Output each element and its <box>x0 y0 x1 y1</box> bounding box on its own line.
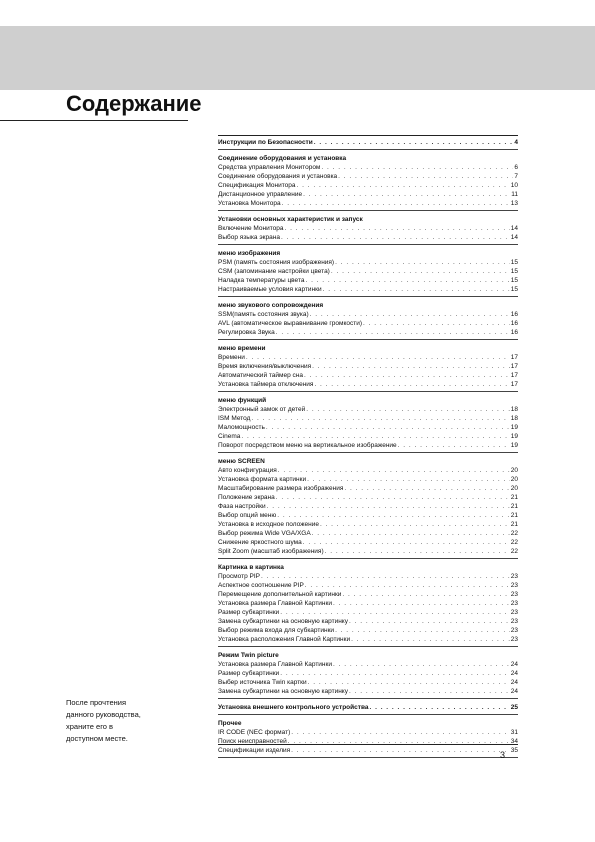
toc-entry[interactable] <box>218 432 518 441</box>
toc-entry-label: Электронный замок от детей <box>218 406 306 413</box>
toc-entry-label: Перемещение дополнительной картинки <box>218 591 342 598</box>
toc-entry-page: 15 <box>510 259 518 266</box>
toc-leader-dots <box>398 441 510 450</box>
toc-leader-dots <box>276 493 510 502</box>
toc-leader-dots <box>276 328 510 337</box>
toc-section <box>218 396 518 453</box>
toc-entry[interactable] <box>218 520 518 529</box>
toc-entry-label: Выбор режима входа для субкартинки <box>218 627 335 634</box>
toc-entry-label: Маломощность <box>218 424 265 431</box>
toc-leader-dots <box>310 310 510 319</box>
toc-entry-page: 22 <box>510 539 518 546</box>
toc-leader-dots <box>241 432 509 441</box>
toc-leader-dots <box>335 258 510 267</box>
toc-leader-dots <box>261 572 510 581</box>
toc-entry-label: Наладка температуры цвета <box>218 277 305 284</box>
toc-leader-dots <box>349 617 510 626</box>
toc-entry[interactable] <box>218 285 518 294</box>
toc-leader-dots <box>369 703 509 712</box>
toc-entry-label: Выбор опций меню <box>218 512 277 519</box>
toc-leader-dots <box>351 635 510 644</box>
toc-entry-label: Поиск неисправностей <box>218 738 287 745</box>
toc-entry[interactable] <box>218 608 518 617</box>
toc-entry-label: Автоматический таймер сна <box>218 372 303 379</box>
toc-leader-dots <box>338 172 513 181</box>
toc-entry[interactable] <box>218 626 518 635</box>
toc-entry-page: 13 <box>510 200 518 207</box>
toc-leader-dots <box>281 233 510 242</box>
toc-leader-dots <box>314 380 509 389</box>
toc-entry[interactable] <box>218 441 518 450</box>
toc-entry[interactable] <box>218 728 518 737</box>
toc-entry-page: 23 <box>510 591 518 598</box>
toc-entry[interactable] <box>218 590 518 599</box>
toc-entry[interactable] <box>218 599 518 608</box>
toc-entry[interactable] <box>218 678 518 687</box>
toc-section <box>218 651 518 699</box>
toc-entry-page: 14 <box>510 234 518 241</box>
toc-section-header: Картинка в картинка <box>218 564 284 571</box>
toc-leader-dots <box>335 626 510 635</box>
toc-entry-page: 20 <box>510 467 518 474</box>
toc-entry[interactable] <box>218 475 518 484</box>
toc-section <box>218 301 518 340</box>
toc-entry[interactable] <box>218 310 518 319</box>
toc-entry-label: Дистанционное управление <box>218 191 303 198</box>
toc-leader-dots <box>277 511 510 520</box>
toc-leader-dots <box>291 746 510 755</box>
toc-entry-label: Установка расположения Главной Картинки <box>218 636 351 643</box>
toc-entry[interactable] <box>218 190 518 199</box>
toc-section-header: Прочее <box>218 720 242 727</box>
toc-leader-dots <box>246 353 510 362</box>
toc-section <box>218 703 518 715</box>
toc-entry-label: Выбер источника Twin картки <box>218 679 307 686</box>
toc-leader-dots <box>333 660 510 669</box>
toc-leader-dots <box>282 199 510 208</box>
toc-leader-dots <box>304 371 510 380</box>
toc-entry[interactable] <box>218 371 518 380</box>
toc-entry-label: Установка в исходное положение <box>218 521 319 528</box>
toc-entry-label: Средства управления Монитором <box>218 164 321 171</box>
toc-entry-label: Выбор режима Wide VGA/XGA <box>218 530 311 537</box>
toc-entry-page: 20 <box>510 476 518 483</box>
toc-entry-page: 19 <box>510 433 518 440</box>
toc-entry[interactable] <box>218 703 518 712</box>
toc-entry-page: 11 <box>511 191 518 198</box>
toc-entry-page: 19 <box>510 442 518 449</box>
toc-section <box>218 457 518 559</box>
toc-entry-page: 23 <box>510 636 518 643</box>
toc-entry-label: Размер субкартинки <box>218 670 280 677</box>
toc-entry-label: Времени <box>218 354 245 361</box>
toc-entry-label: Соединение оборудования и установка <box>218 173 338 180</box>
toc-section-header: меню SCREEN <box>218 458 265 465</box>
toc-leader-dots <box>280 669 510 678</box>
toc-entry[interactable] <box>218 746 518 755</box>
toc-entry-page: 22 <box>510 530 518 537</box>
toc-entry-page: 18 <box>510 406 518 413</box>
toc-entry[interactable] <box>218 380 518 389</box>
toc-bottom-divider <box>218 744 518 745</box>
toc-section <box>218 249 518 297</box>
toc-entry-page: 17 <box>510 363 518 370</box>
toc-entry-label: Настраиваемые условия картинки <box>218 286 322 293</box>
toc-leader-dots <box>331 267 510 276</box>
toc-entry-page: 6 <box>514 164 518 171</box>
toc-entry-label: Просмотр PIP <box>218 573 260 580</box>
toc-leader-dots <box>303 190 510 199</box>
toc-entry-label: SSM(память состояния звука) <box>218 311 309 318</box>
toc-leader-dots <box>278 466 510 475</box>
toc-entry[interactable] <box>218 493 518 502</box>
toc-entry[interactable] <box>218 617 518 626</box>
toc-entry[interactable] <box>218 635 518 644</box>
toc-entry-page: 24 <box>510 670 518 677</box>
toc-entry[interactable] <box>218 581 518 590</box>
table-of-contents <box>218 138 518 762</box>
toc-entry-page: 31 <box>510 729 518 736</box>
toc-top-divider <box>218 135 518 136</box>
toc-entry-page: 21 <box>510 512 518 519</box>
toc-entry[interactable] <box>218 172 518 181</box>
toc-entry[interactable] <box>218 538 518 547</box>
toc-entry-label: CSM (запоминание настройки цвета) <box>218 268 330 275</box>
toc-entry-label: Split Zoom (масштаб изображения) <box>218 548 324 555</box>
toc-entry[interactable] <box>218 529 518 538</box>
toc-entry-page: 16 <box>510 329 518 336</box>
toc-entry-page: 25 <box>510 704 518 711</box>
toc-entry[interactable] <box>218 362 518 371</box>
toc-section <box>218 154 518 211</box>
toc-entry-page: 14 <box>510 225 518 232</box>
toc-entry-page: 23 <box>510 627 518 634</box>
toc-leader-dots <box>303 538 510 547</box>
toc-entry[interactable] <box>218 669 518 678</box>
toc-entry-page: 16 <box>510 320 518 327</box>
toc-entry-label: Аспектное соотношение PIP <box>218 582 304 589</box>
toc-leader-dots <box>325 547 510 556</box>
toc-section-header: меню звукового сопровождения <box>218 302 324 309</box>
toc-leader-dots <box>323 285 510 294</box>
side-note-line: доступном месте. <box>66 734 128 743</box>
toc-leader-dots <box>344 484 509 493</box>
toc-entry[interactable] <box>218 328 518 337</box>
toc-entry-page: 7 <box>514 173 518 180</box>
toc-entry-label: IR CODE (NEC формат) <box>218 729 291 736</box>
toc-section-header: меню времени <box>218 345 266 352</box>
toc-entry[interactable] <box>218 511 518 520</box>
toc-entry[interactable] <box>218 484 518 493</box>
toc-entry-label: Спецификации изделия <box>218 747 291 754</box>
toc-leader-dots <box>312 529 510 538</box>
toc-leader-dots <box>312 362 510 371</box>
toc-entry-page: 34 <box>510 738 518 745</box>
toc-entry-page: 24 <box>510 688 518 695</box>
title-divider <box>0 120 188 121</box>
toc-entry-label: Включение Монитора <box>218 225 284 232</box>
toc-entry[interactable] <box>218 414 518 423</box>
toc-leader-dots <box>342 590 509 599</box>
toc-leader-dots <box>266 423 510 432</box>
header-banner <box>0 26 595 90</box>
toc-entry-label: Установка Монитора <box>218 200 281 207</box>
toc-entry[interactable] <box>218 572 518 581</box>
toc-entry-label: Замена субкартинки на основную картинку <box>218 618 348 625</box>
toc-entry-label: Положение экрана <box>218 494 275 501</box>
toc-entry-page: 22 <box>510 548 518 555</box>
toc-entry-label: Поворот посредством меню на вертикальное изображение <box>218 442 397 449</box>
toc-entry-label: Cinema <box>218 433 241 440</box>
toc-entry-page: 15 <box>510 286 518 293</box>
toc-entry-page: 17 <box>510 381 518 388</box>
toc-entry-label: ISM Метод <box>218 415 251 422</box>
toc-entry[interactable] <box>218 224 518 233</box>
toc-section-header: Установки основных характеристик и запуск <box>218 216 363 223</box>
toc-entry-label: Масштабирование размера изображения <box>218 485 344 492</box>
toc-entry[interactable] <box>218 163 518 172</box>
toc-entry-page: 18 <box>510 415 518 422</box>
toc-section-header: Соединение оборудования и установка <box>218 155 347 162</box>
toc-entry-page: 19 <box>510 424 518 431</box>
toc-entry-page: 23 <box>510 573 518 580</box>
toc-entry[interactable] <box>218 353 518 362</box>
toc-entry-page: 21 <box>510 521 518 528</box>
toc-entry-page: 23 <box>510 609 518 616</box>
toc-entry-label: Установка размера Главной Картинки <box>218 600 332 607</box>
toc-leader-dots <box>297 181 510 190</box>
page-number: 3 <box>500 750 506 760</box>
toc-entry-page: 15 <box>510 277 518 284</box>
toc-leader-dots <box>349 687 510 696</box>
toc-leader-dots <box>308 678 510 687</box>
toc-entry-page: 10 <box>510 182 518 189</box>
toc-entry-label: Снижение яркостного шума <box>218 539 302 546</box>
toc-entry-page: 35 <box>510 747 518 754</box>
toc-entry-label: Фаза настройки <box>218 503 266 510</box>
toc-leader-dots <box>314 138 514 147</box>
toc-entry[interactable] <box>218 181 518 190</box>
toc-leader-dots <box>291 728 510 737</box>
toc-entry[interactable] <box>218 276 518 285</box>
toc-leader-dots <box>267 502 510 511</box>
side-note-line: храните его в <box>66 722 114 731</box>
toc-entry[interactable] <box>218 405 518 414</box>
toc-entry[interactable] <box>218 502 518 511</box>
toc-section-header: Режим Twin picture <box>218 652 279 659</box>
toc-entry-label: Установка таймера отключения <box>218 381 314 388</box>
toc-entry-label: Размер субкартинки <box>218 609 280 616</box>
toc-entry[interactable] <box>218 423 518 432</box>
toc-entry[interactable] <box>218 199 518 208</box>
toc-entry-page: 17 <box>510 372 518 379</box>
toc-entry-label: Выбор языка экрана <box>218 234 280 241</box>
toc-entry-label: PSM (память состояния изображения) <box>218 259 335 266</box>
toc-entry-page: 21 <box>510 503 518 510</box>
page-title: Содержание <box>66 91 202 116</box>
toc-entry-label: Регулировка Звука <box>218 329 275 336</box>
toc-entry-label: Авто конфигурация <box>218 467 277 474</box>
toc-entry[interactable] <box>218 319 518 328</box>
toc-leader-dots <box>363 319 510 328</box>
toc-entry[interactable] <box>218 138 518 147</box>
toc-entry[interactable] <box>218 258 518 267</box>
side-note-line: данного руководства, <box>66 710 141 719</box>
toc-leader-dots <box>320 520 510 529</box>
toc-entry-page: 24 <box>510 679 518 686</box>
side-note <box>66 697 166 745</box>
toc-section <box>218 719 518 758</box>
toc-entry[interactable] <box>218 687 518 696</box>
toc-entry-label: Установка внешнего контрольного устройства <box>218 704 369 711</box>
toc-entry-page: 4 <box>514 139 518 146</box>
toc-entry-label: Установка формата картинки <box>218 476 307 483</box>
toc-entry-page: 15 <box>510 268 518 275</box>
toc-entry-page: 23 <box>510 600 518 607</box>
toc-entry[interactable] <box>218 466 518 475</box>
toc-section <box>218 215 518 245</box>
toc-leader-dots <box>305 581 510 590</box>
toc-leader-dots <box>305 276 509 285</box>
toc-entry-page: 16 <box>510 311 518 318</box>
toc-entry-page: 24 <box>510 661 518 668</box>
toc-leader-dots <box>251 414 509 423</box>
toc-entry-label: Время включения/выключения <box>218 363 312 370</box>
side-note-line: После прочтения <box>66 698 127 707</box>
toc-leader-dots <box>333 599 510 608</box>
toc-entry-page: 17 <box>510 354 518 361</box>
toc-entry-page: 21 <box>510 494 518 501</box>
toc-entry[interactable] <box>218 233 518 242</box>
toc-section-header: меню изображения <box>218 250 281 257</box>
toc-leader-dots <box>306 405 510 414</box>
toc-entry-label: AVL (автоматическое выравнивание громкости) <box>218 320 363 327</box>
toc-entry-label: Инструкции по Безопасности <box>218 139 313 146</box>
toc-entry-page: 20 <box>510 485 518 492</box>
toc-leader-dots <box>321 163 513 172</box>
toc-section-header: меню функций <box>218 397 267 404</box>
toc-entry-label: Установка размера Главной Картинки <box>218 661 332 668</box>
toc-entry-page: 23 <box>510 582 518 589</box>
toc-section <box>218 563 518 647</box>
toc-leader-dots <box>280 608 510 617</box>
toc-leader-dots <box>307 475 510 484</box>
toc-entry-label: Замена субкартинки на основную картинку <box>218 688 348 695</box>
toc-section <box>218 138 518 150</box>
toc-entry-label: Спецификация Монитора <box>218 182 296 189</box>
toc-section <box>218 344 518 392</box>
toc-leader-dots <box>285 224 510 233</box>
toc-entry[interactable] <box>218 267 518 276</box>
toc-entry-page: 23 <box>510 618 518 625</box>
toc-entry[interactable] <box>218 660 518 669</box>
toc-entry[interactable] <box>218 547 518 556</box>
